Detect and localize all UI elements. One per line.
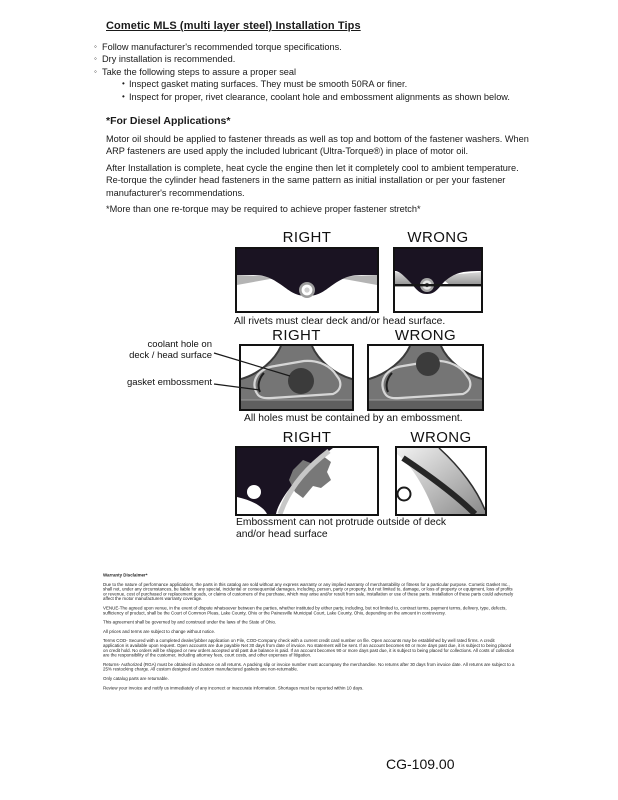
list-item-text: Take the following steps to assure a proper seal bbox=[102, 66, 297, 77]
right-label: RIGHT bbox=[282, 429, 332, 446]
annotation-leader-lines bbox=[110, 338, 310, 400]
row1-caption: All rivets must clear deck and/or head surface. bbox=[234, 316, 446, 327]
wrong-label: WRONG bbox=[407, 229, 469, 246]
right-label: RIGHT bbox=[282, 229, 332, 246]
diagram-row1-right-panel bbox=[235, 247, 379, 313]
open-bullet-icon: ◦ bbox=[94, 54, 97, 64]
returnable-line: Only catalog parts are returnable. bbox=[103, 675, 169, 681]
diesel-paragraph-2: After Installation is complete, heat cycle the engine then let it completely cool to ambient temperature. Re-torque the cylinder head fasteners in the same pattern as initial installation or per your fastener manufacturer's recommendations. bbox=[106, 163, 519, 198]
embossment-right-illustration bbox=[237, 448, 377, 514]
list-item bbox=[94, 78, 534, 90]
open-bullet-icon: ◦ bbox=[94, 66, 97, 76]
diagram-row2-wrong-panel bbox=[367, 344, 484, 411]
list-item bbox=[94, 66, 534, 78]
diagram-row3-wrong-panel bbox=[395, 446, 487, 516]
list-item bbox=[94, 91, 534, 103]
gasket-embossment-annotation: gasket embossment bbox=[126, 377, 212, 388]
coolant-hole-annotation: coolant hole on deck / head surface bbox=[129, 339, 212, 361]
filled-bullet-icon: • bbox=[122, 79, 125, 89]
diesel-section-heading: *For Diesel Applications* bbox=[106, 115, 231, 127]
rivet-clearance-wrong-illustration bbox=[395, 249, 481, 311]
list-item-text: Dry installation is recommended. bbox=[102, 54, 236, 65]
warranty-disclaimer bbox=[103, 573, 517, 800]
page-number: CG-109.00 bbox=[386, 756, 455, 772]
diesel-paragraph-1: Motor oil should be applied to fastener threads as well as top and bottom of the fastener washers. When ARP fasteners are used apply the included lubricant (Ultra-Torque®) in place of motor oil. bbox=[106, 134, 529, 157]
review-invoice-line: Review your invoice and notify us immediately of any incorrect or inaccurate information. Shortages must be reported within 10 days. bbox=[103, 685, 364, 691]
wrong-label: WRONG bbox=[394, 327, 457, 344]
list-item-text: Inspect for proper, rivet clearance, coolant hole and embossment alignments as shown below. bbox=[129, 91, 510, 102]
warranty-heading: Warranty Disclaimer* bbox=[103, 572, 148, 578]
list-item bbox=[94, 53, 534, 65]
list-item-text: Inspect gasket mating surfaces. They must be smooth 50RA or finer. bbox=[129, 79, 408, 90]
governing-law-line: This agreement shall be governed by and construed under the laws of the State of Ohio. bbox=[103, 619, 277, 625]
terms-paragraph: Terms COD- Secured with a completed dealer/jobber application on File, COD-Company check with a current credit card number on file. Open accounts may be established by well rated firms. A credit application is available upon request. Open accounts are due payable Net 30 days from date of invoice. No statement will be sent. If an account becomes 60 or more days past due, it is subject to being placed on credit hold. No orders will be shipped or new orders accepted until past due balance is paid. If an account becomes 90 or more days past due, it is subject to being placed for collections. All costs of collection are the responsibility of the customer, including attorney fees, court costs, and other expenses of litigation. bbox=[103, 638, 515, 658]
rivet-clearance-right-illustration bbox=[237, 249, 377, 311]
venue-paragraph: VENUE-The agreed upon venue, in the event of dispute whatsoever between the parties, whether instituted by either party, including, but not limited to, contract terms, payment terms, delivery, type, defects, sufficiency of product, shall be the Court of Common Pleas, Lake County, Ohio or the Painesville Municipal Court, Lake County, Ohio, depending on the amount in controversy. bbox=[103, 605, 507, 616]
row2-caption: All holes must be contained by an embossment. bbox=[244, 413, 463, 424]
list-item bbox=[94, 41, 534, 53]
filled-bullet-icon: • bbox=[122, 91, 125, 101]
row3-caption: Embossment can not protrude outside of deck and/or head surface bbox=[236, 517, 447, 540]
list-item-text: Follow manufacturer's recommended torque specifications. bbox=[102, 42, 342, 52]
diesel-paragraph-3: *More than one re-torque may be required to achieve proper fastener stretch* bbox=[106, 204, 421, 214]
embossment-wrong-illustration bbox=[397, 448, 485, 514]
coolant-hole-wrong-illustration bbox=[369, 346, 482, 409]
diagram-row1-wrong-panel bbox=[393, 247, 483, 313]
installation-tips-list bbox=[94, 41, 534, 103]
right-label: RIGHT bbox=[272, 327, 321, 344]
prices-line: All prices and terms are subject to change without notice. bbox=[103, 628, 216, 634]
returns-paragraph: Returns- Authorized (RGA) must be obtained in advance on all returns. A packing slip or invoice number must accompany the merchandise. No returns after 30 days from invoice date. All returns are subject to a 25% restocking charge. All custom designed and custom manufactured gaskets are non-returnable. bbox=[103, 661, 515, 672]
open-bullet-icon: ◦ bbox=[94, 42, 97, 51]
warranty-paragraph: Due to the nature of performance applications, the parts in this catalog are sold without any express warranty or any implied warranty of merchantability or fitness for a particular purpose. Cometic Gasket Inc., shall not, under any circumstances, be liable for any special, incidental or consequential damages, including, person, party or property, but not limited to, damage, or loss of property or equipment, loss of profits or revenue, cost of purchased or replacement goods, or claims of customers of the purchase, which may arise and/or result from sale, installation or use of these parts. Installation of these parts could adversely affect the motor manufacturers warranty coverage. bbox=[103, 581, 514, 602]
wrong-label: WRONG bbox=[410, 429, 472, 446]
diagram-row3-right-panel bbox=[235, 446, 379, 516]
page-title: Cometic MLS (multi layer steel) Installation Tips bbox=[106, 20, 361, 32]
